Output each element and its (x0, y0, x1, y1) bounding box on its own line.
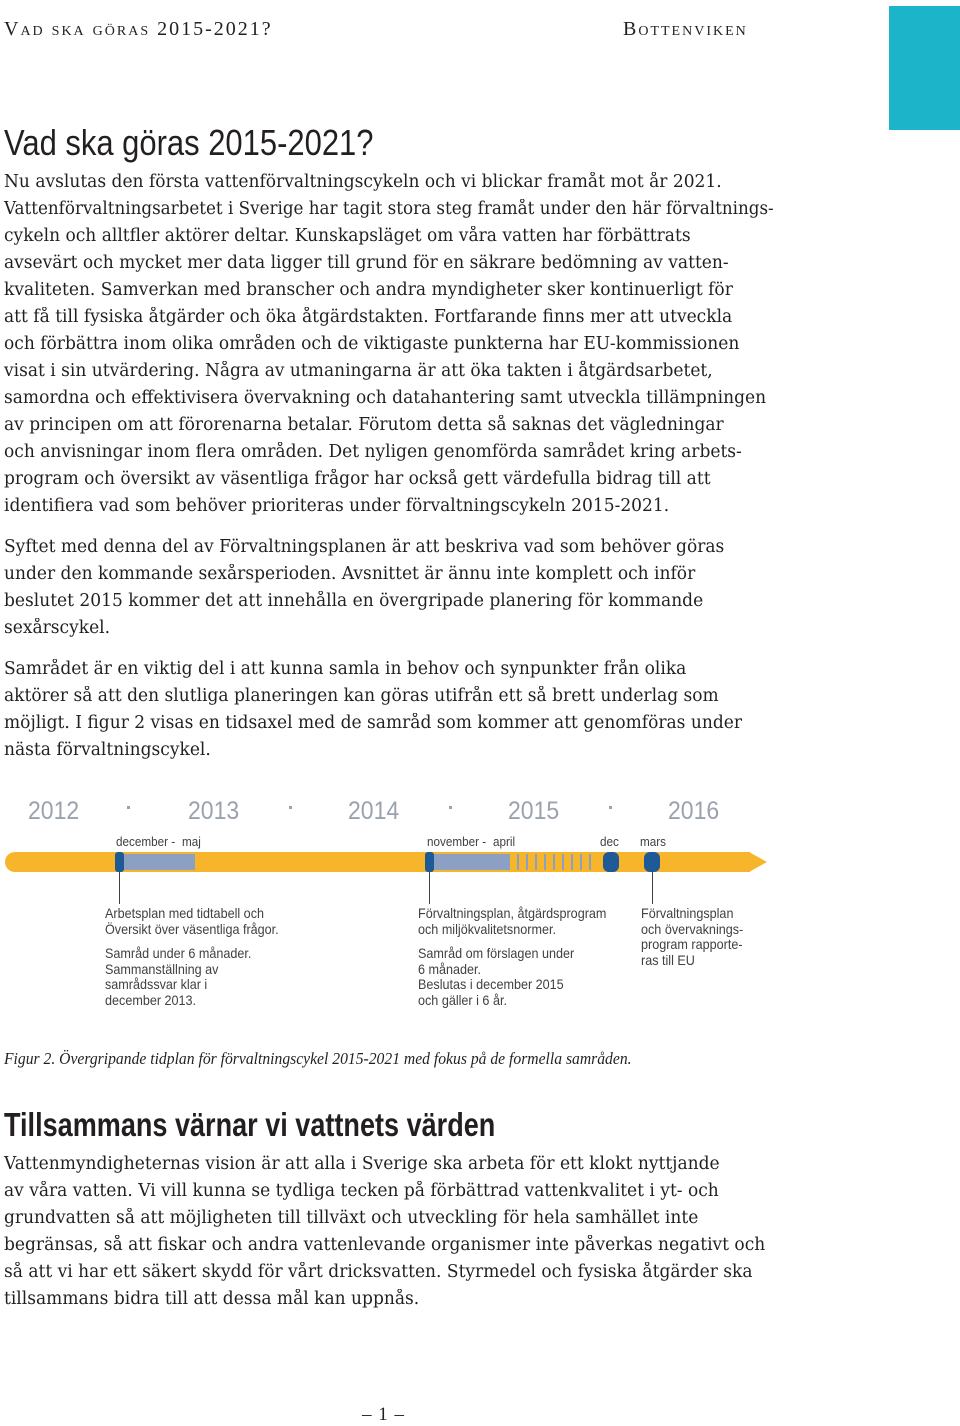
description-line: Översikt över väsentliga frågor. (105, 920, 279, 937)
period-label: maj (182, 834, 201, 849)
text-line: visat i sin utvärdering. Några av utmaningarna är att öka takten i åtgärdsarbetet, (4, 361, 713, 381)
description-line: Sammanställning av (105, 960, 219, 977)
text-line: identifiera vad som behöver prioriteras under förvaltningscykeln 2015-2021. (4, 496, 670, 516)
text-line: och anvisningar inom flera områden. Det nyligen genomförda samrådet kring arbets- (4, 442, 742, 462)
text-line: och förbättra inom olika områden och de viktigaste punkterna har EU-kommissionen (4, 334, 740, 354)
text-line: möjligt. I figur 2 visas en tidsaxel med de samråd som kommer att genomföras under (4, 713, 743, 733)
description-line: Samråd om förslagen under (418, 945, 575, 961)
timeline-marker (115, 852, 124, 872)
consultation-period-2 (432, 854, 510, 870)
period-label: dec (600, 834, 619, 849)
description-line: samrådssvar klar i (105, 976, 208, 992)
timeline-year: 2013 (188, 797, 240, 825)
description-line: Samråd under 6 månader. (105, 945, 252, 961)
period-label: april (493, 834, 516, 849)
text-line: avsevärt och mycket mer data ligger till grund för en säkrare bedömning av vatten- (4, 253, 729, 273)
timeline-year: 2015 (508, 797, 560, 825)
timeline-year-dot (127, 806, 130, 809)
page-title: Vad ska göras 2015-2021? (4, 122, 374, 163)
text-line: sexårscykel. (4, 618, 111, 638)
timeline-marker (644, 852, 660, 872)
text-line: av principen om att förorenarna betalar. Förutom detta så saknas det vägledningar (4, 415, 724, 435)
text-line: Syftet med denna del av Förvaltningsplanen är att beskriva vad som behöver göras (4, 537, 725, 557)
page-number: – 1 – (362, 1404, 405, 1425)
corner-color-tab (889, 6, 960, 130)
timeline-marker (425, 852, 434, 872)
description-line: Förvaltningsplan, åtgärdsprogram (418, 905, 607, 921)
text-line: kvaliteten. Samverkan med branscher och andra myndigheter sker kontinuerligt för (4, 280, 733, 300)
description-line: och övervaknings- (641, 920, 744, 937)
description-line: och gäller i 6 år. (418, 991, 507, 1008)
timeline-year: 2014 (348, 797, 400, 825)
period-label: november - (427, 834, 487, 849)
text-line: tillsammans bidra till att dessa mål kan uppnås. (4, 1289, 420, 1309)
text-line: nästa förvaltningscykel. (4, 740, 211, 760)
timeline-description (105, 906, 279, 1008)
text-line: av våra vatten. Vi vill kunna se tydliga tecken på förbättrad vattenkvalitet i yt- och (4, 1181, 719, 1201)
period-label: mars (640, 834, 667, 849)
description-line: ras till EU (641, 951, 695, 968)
timeline-year-dot (449, 806, 452, 809)
period-label: december - (116, 834, 176, 849)
decision-preparation-period (510, 854, 596, 870)
description-line: Beslutas i december 2015 (418, 976, 564, 992)
description-line: Arbetsplan med tidtabell och (105, 905, 265, 921)
description-line: december 2013. (105, 991, 197, 1008)
timeline-year-dot (609, 806, 612, 809)
text-line: Nu avslutas den första vattenförvaltningscykeln och vi blickar framåt mot år 2021. (4, 172, 722, 192)
text-line: att få till fysiska åtgärder och öka åtgärdstakten. Fortfarande finns mer att utveckla (4, 307, 733, 327)
timeline-stem (429, 872, 430, 904)
text-line: så att vi har ett säkert skydd för vårt dricksvatten. Styrmedel och fysiska åtgärder ska (4, 1262, 753, 1282)
running-header-left: Vad ska göras 2015-2021? (4, 18, 273, 40)
timeline-arrowhead (749, 852, 767, 872)
text-line: Samrådet är en viktig del i att kunna samla in behov och synpunkter från olika (4, 659, 687, 679)
consultation-paragraph (4, 656, 794, 764)
running-header-right: Bottenviken (623, 18, 748, 40)
description-line: och miljökvalitetsnormer. (418, 920, 556, 937)
vision-paragraph (4, 1151, 794, 1313)
text-line: aktörer så att den slutliga planeringen kan göras utifrån ett så brett underlag som (4, 686, 719, 706)
timeline-year-dot (289, 806, 292, 809)
description-line: Förvaltningsplan (641, 905, 734, 921)
text-line: grundvatten så att möjligheten till tillväxt och utveckling för hela samhället inte (4, 1208, 699, 1228)
figure-caption: Figur 2. Övergripande tidplan för förvaltningscykel 2015-2021 med fokus på de formella samråden. (4, 1049, 632, 1068)
text-line: samordna och effektivisera övervakning och datahantering samt utveckla tillämpningen (4, 388, 767, 408)
timeline-stem (119, 872, 120, 904)
text-line: cykeln och alltfler aktörer deltar. Kunskapsläget om våra vatten har förbättrats (4, 226, 691, 246)
intro-paragraph (4, 169, 794, 520)
timeline-marker (603, 852, 619, 872)
text-line: Vattenmyndigheternas vision är att alla i Sverige ska arbeta för ett klokt nyttjande (4, 1154, 720, 1174)
consultation-period-1 (121, 854, 195, 870)
section-heading: Tillsammans värnar vi vattnets värden (4, 1106, 496, 1143)
text-line: Vattenförvaltningsarbetet i Sverige har tagit stora steg framåt under den här förvaltnings- (4, 199, 774, 219)
timeline-description (418, 906, 606, 1008)
timeline-stem (652, 872, 653, 904)
timeline-description (641, 906, 743, 968)
purpose-paragraph (4, 534, 794, 642)
description-line: program rapporte- (641, 936, 743, 952)
timeline-year: 2016 (668, 797, 720, 825)
text-line: beslutet 2015 kommer det att innehålla en övergripade planering för kommande (4, 591, 704, 611)
description-line: 6 månader. (418, 960, 482, 977)
text-line: program och översikt av väsentliga frågor har också gett värdefulla bidrag till att (4, 469, 711, 489)
timeline-year: 2012 (28, 797, 80, 825)
text-line: under den kommande sexårsperioden. Avsnittet är ännu inte komplett och inför (4, 564, 696, 584)
text-line: begränsas, så att fiskar och andra vattenlevande organismer inte påverkas negativt och (4, 1235, 766, 1255)
